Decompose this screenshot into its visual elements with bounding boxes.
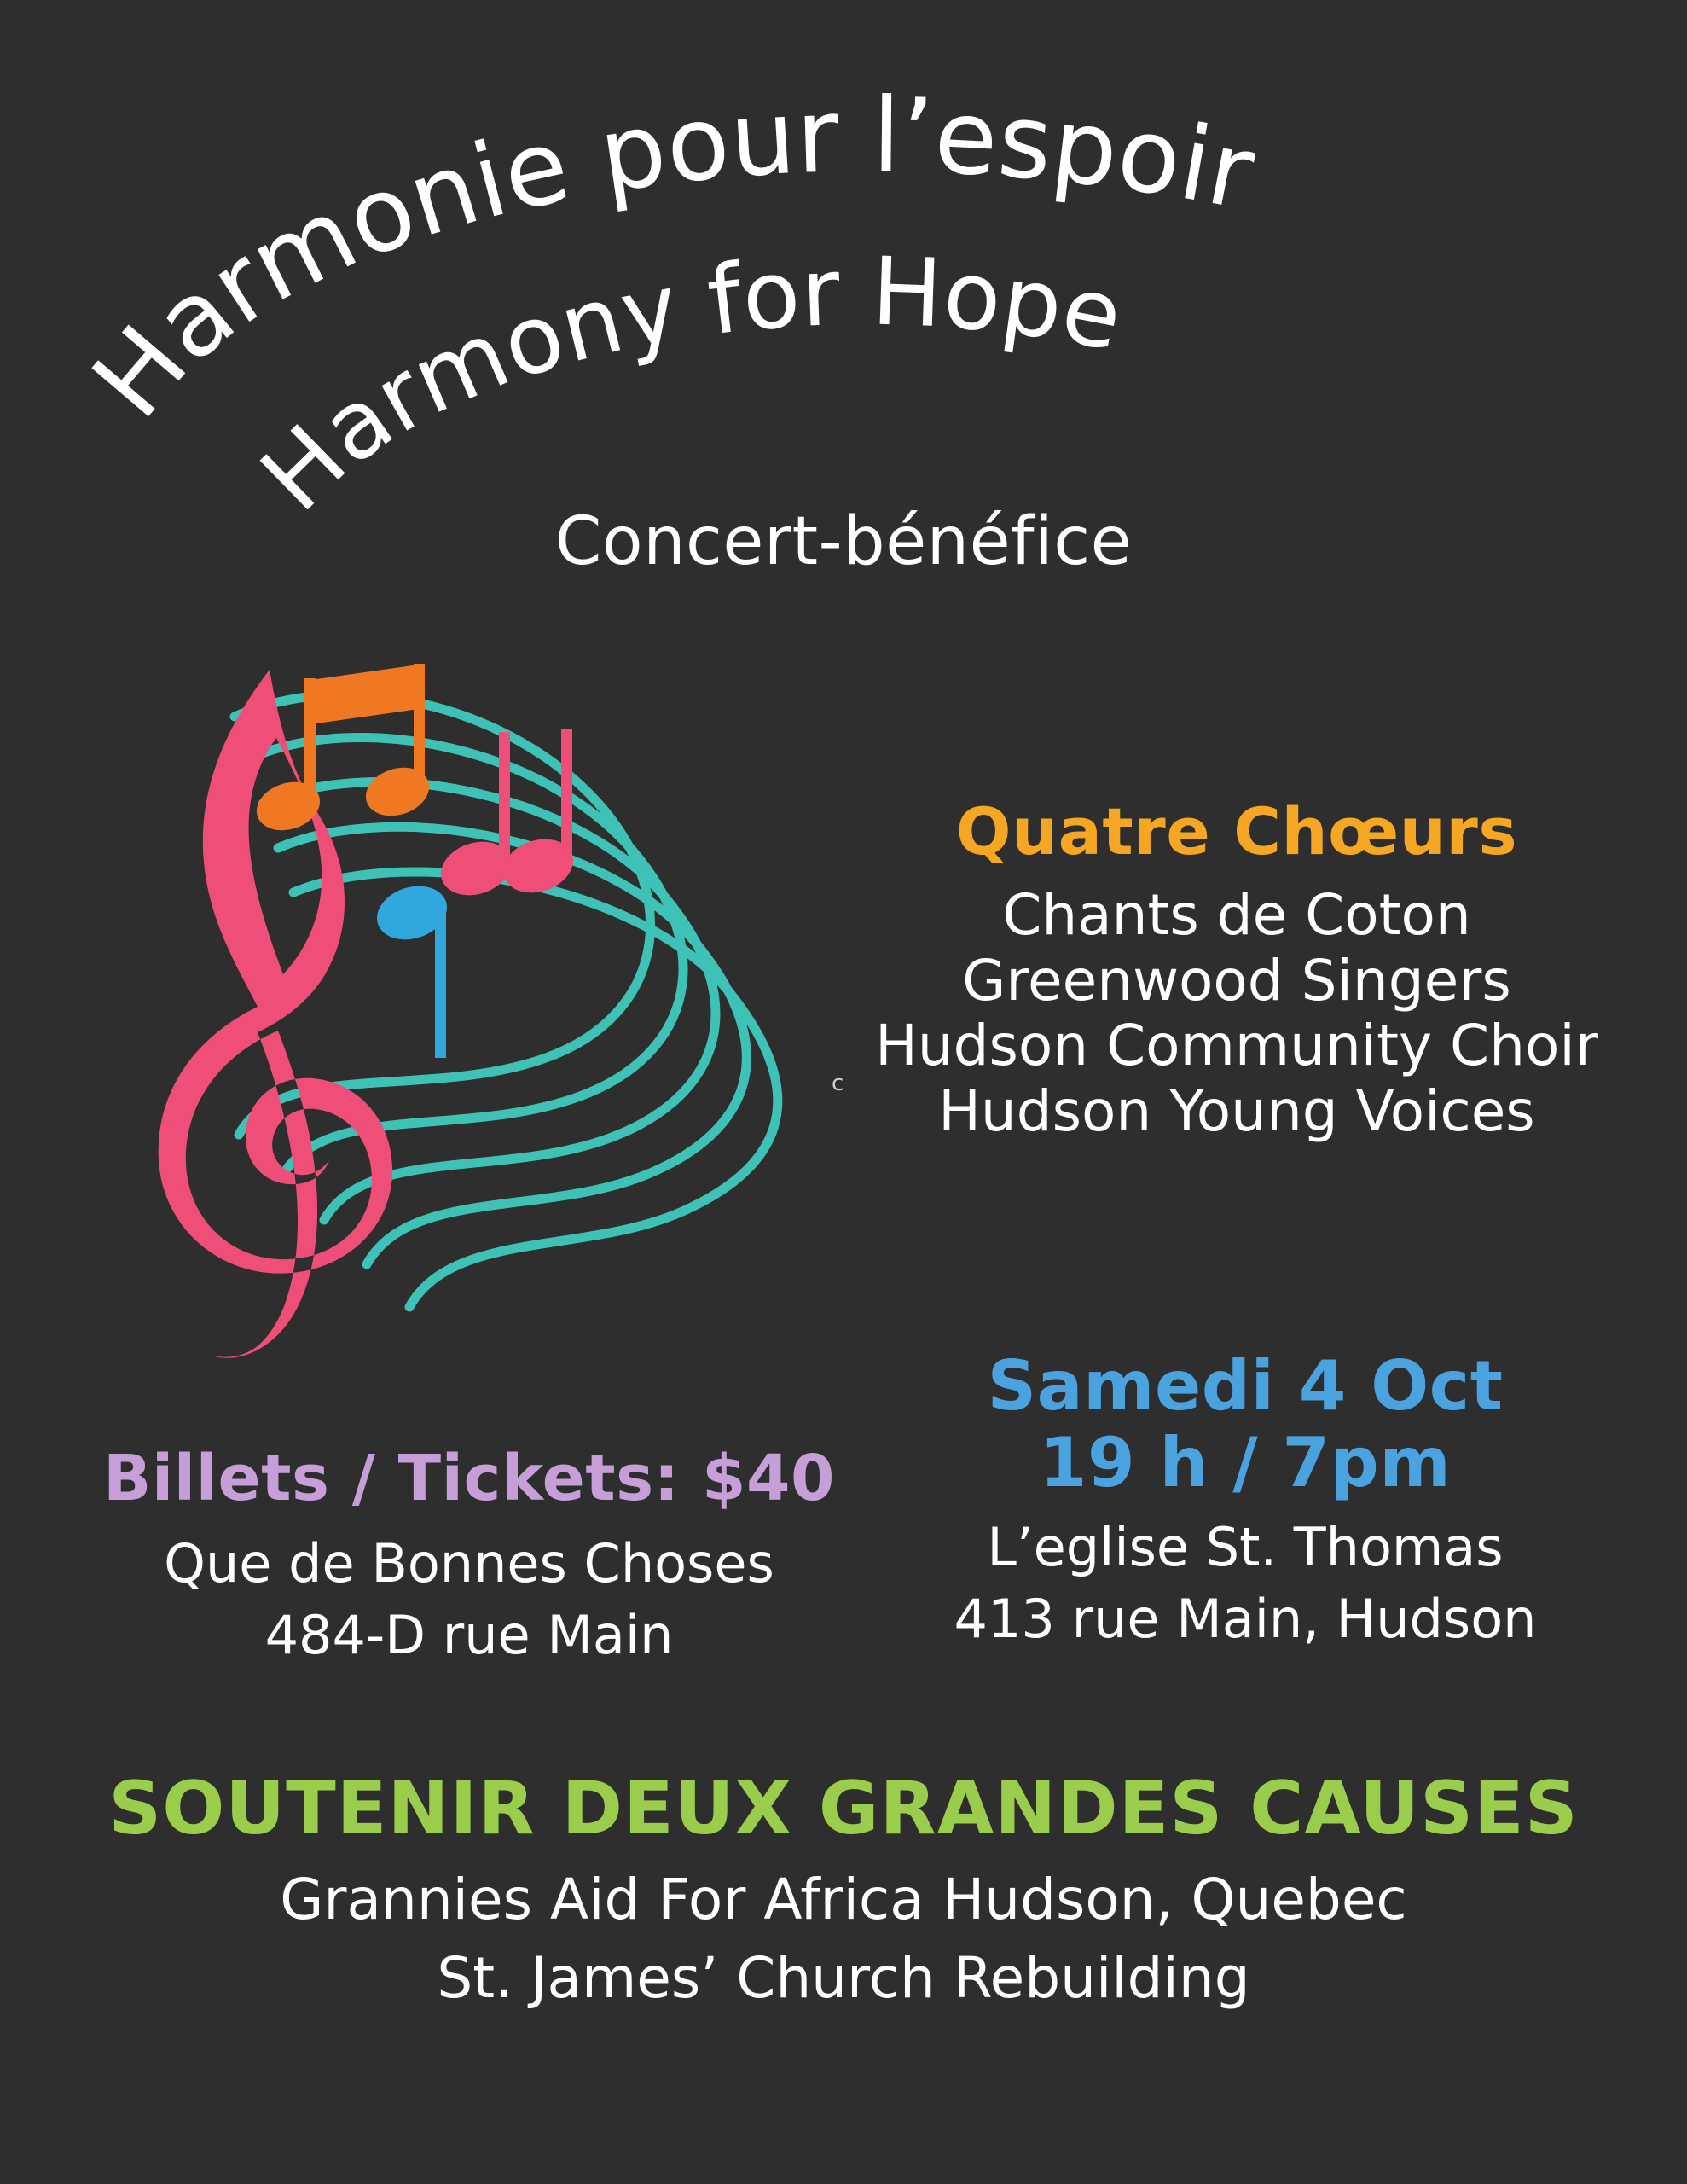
tickets-block: [94, 1442, 844, 1668]
poster-subtitle: Concert-bénéfice: [554, 503, 1133, 580]
event-venue-block: [861, 1514, 1629, 1652]
event-date: Samedi 4 Oct: [987, 1346, 1504, 1426]
choirs-block: [836, 793, 1638, 1144]
tickets-seller-block: [94, 1531, 844, 1668]
choir-item: Greenwood Singers: [962, 947, 1511, 1014]
tickets-title: Billets / Tickets: $40: [102, 1442, 836, 1515]
tickets-seller-address: 484-D rue Main: [264, 1603, 674, 1666]
event-venue: L’eglise St. Thomas: [987, 1516, 1504, 1579]
headline-english-text: Harmony for Hope: [240, 236, 1131, 532]
treble-clef-icon: [159, 670, 392, 1358]
choir-item: Hudson Community Choir: [875, 1013, 1598, 1079]
choir-item: Chants de Coton: [1002, 882, 1471, 948]
headline-french-text: Harmonie pour l’espoir: [70, 77, 1263, 440]
event-venue-address: 413 rue Main, Hudson: [954, 1587, 1537, 1650]
choirs-title: Quatre Chœurs: [955, 793, 1518, 869]
event-time: 19 h / 7pm: [1039, 1422, 1452, 1502]
causes-block: [0, 1766, 1687, 2015]
event-datetime-block: [861, 1348, 1629, 1652]
music-artwork: [68, 657, 921, 1408]
copyright-mark: c: [832, 1071, 844, 1096]
choir-item: Hudson Young Voices: [938, 1077, 1535, 1144]
poster-headline: [0, 34, 1687, 563]
quarter-note-icon-blue: [370, 877, 454, 1058]
cause-item: Grannies Aid For Africa Hudson, Quebec: [280, 1867, 1407, 1932]
cause-item: St. James’ Church Rebuilding: [437, 1944, 1250, 2011]
tickets-seller: Que de Bonnes Choses: [164, 1532, 774, 1594]
causes-title: SOUTENIR DEUX GRANDES CAUSES: [108, 1766, 1579, 1851]
